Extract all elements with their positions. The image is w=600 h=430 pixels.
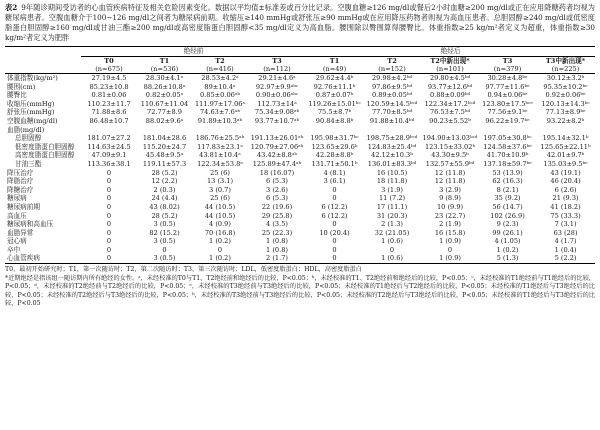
table-cell: 2 (1.9) [439,220,461,229]
column-header-name: T3 [502,56,513,65]
table-cell: 44 (10.5) [204,202,236,211]
row-label: 高血压 [7,211,27,220]
row-label: 糖尿病 [7,194,27,203]
table-cell: 86.48±10.7 [89,116,129,125]
row-label: 降压治疗 [7,168,34,177]
table-cell: 5 (2.2) [536,254,595,263]
column-header-n: (n=152) [378,64,406,73]
column-header [363,56,421,73]
table-cell: 1 (0.8) [266,237,288,246]
table-cell: 112.73±14ᵃ [257,99,297,108]
table-cell: 122.34±17.2ᵇᶜᵈ [424,99,476,108]
header-blank [5,47,81,57]
table-cell: 0 [106,237,112,246]
table-row [5,254,595,263]
table-cell: 31 (20.3) [376,211,408,220]
table-cell: 71.88±8.6 [91,108,127,117]
table-cell: 89±10.4ᵃ [204,82,236,91]
table-cell: 1 (0.2) [192,254,248,263]
table-cell: 95.35±10.2ᵇᵉ [543,82,588,91]
table-cell: 29.98±4.2ᵇᵈ [371,74,413,82]
table-cell: 1 (0.2) [496,245,519,254]
table-cell: 46 (20.4) [550,177,581,186]
table-row [5,246,595,255]
table-cell: 1 (0.9) [439,237,461,246]
table-cell: 88.02±9.6ᵃ [145,116,184,125]
table-cell: 12 (2.2) [151,177,178,186]
row-label: 总胆固醇 [15,134,42,143]
table-cell: 0.85±0.06ᵃᵇ [199,91,241,100]
table-cell: 2 (0.3) [153,185,176,194]
table-cell: 123.15±33.02ᵇ [424,142,476,151]
table-cell: 4 (0.9) [209,220,231,229]
group-header-row [5,47,595,57]
table-cell: 12 (11.8) [434,168,466,177]
table-cell: 186.76±25.5ᵃᵇ [195,134,245,143]
column-header-name: T1 [329,56,340,65]
table-cell: 42.12±10.3ᵇ [371,151,413,160]
row-label: 空腹血糖(mg/dl) [7,116,58,125]
column-header [137,56,192,73]
row-label: 体重指数(kg/m²) [7,74,58,82]
table-row [5,186,595,195]
table-cell: 0 [447,245,453,254]
table-body [5,74,595,264]
table-cell: 3 (0.5) [153,237,176,246]
column-header-name: T2 [215,56,225,65]
table-cell: 4 (1.05) [494,237,521,246]
table-cell: 120.79±27.06ᵃᵇ [250,142,304,151]
column-header [479,56,536,73]
table-cell: 0 [106,194,112,203]
table-row [5,91,595,100]
column-header-name: T3 [272,56,282,65]
table-cell: 0 [162,245,167,254]
row-label: 降脂治疗 [7,177,34,186]
table-cell: 3 (0.7) [209,185,231,194]
table-cell: 4 (8.1) [323,168,346,177]
column-header [81,56,137,73]
table-cell: 99 (26.1) [492,228,523,237]
table-cell: 29.62±4.4ᵇ [315,74,354,82]
table-cell: 72.77±8.9 [147,108,182,117]
table-cell: 77.70±8.5ᵇᵈ [371,108,413,117]
table-cell: 44 (10.5) [204,211,236,220]
table-cell: 3 (2.9) [439,185,461,194]
table-cell: 0 [106,245,112,254]
table-cell: 3 (0.5) [153,220,176,229]
table-cell: 3 (0.5) [137,254,192,263]
table-cell: 110.67±11.04 [140,99,189,108]
table-cell [137,126,192,135]
table-cell: 117.83±23.1ᵃ [197,142,243,151]
table-cell: 181.04±28.6 [142,134,187,143]
table-cell: 28.53±4.2ᵃ [201,74,239,82]
table-cell: 5 (1.3) [479,254,536,263]
table-cell: 23 (22.7) [434,211,466,220]
table-row [5,108,595,117]
table-row [5,203,595,212]
table-row [5,143,595,152]
table-cell: 28 (5.2) [151,211,178,220]
table-cell: 0.87±0.07ᵇ [315,91,354,100]
table-cell: 0.92±0.06ᵇᵉ [545,91,586,100]
row-label: 糖尿病前期 [7,202,40,211]
table-cell: 41.70±10.9ᵇ [486,151,529,160]
table-cell: 124.83±25.4ᵇᵈ [367,142,417,151]
group-header-premenopause: 绝经前 [81,47,306,57]
table-cell: 136.01±83.3ᵇᵈ [367,159,417,168]
table-cell: 22 (19.6) [261,202,293,211]
row-label: 心血管疾病 [5,254,81,263]
column-header-n: (n=101) [436,64,464,73]
table-cell: 123.65±29.6ᵇ [311,142,358,151]
table-cell: 119.26±15.01ᵇᶜ [308,99,361,108]
column-header-n: (n=416) [206,64,234,73]
column-header-name: T3中新出现* [545,56,586,65]
table-cell: 21 (9.3) [552,194,579,203]
column-header-n: (n=379) [493,64,522,73]
row-label: 血脂(mg/dl) [7,125,45,134]
table-cell: 6 (2.6) [554,185,577,194]
table-cell [81,126,137,135]
table-cell: 0 [389,245,395,254]
table-cell: 85.23±10.8 [89,82,129,91]
table-cell: 113.36±38.1 [87,159,131,168]
row-label: 腰围(cm) [7,82,36,91]
table-cell: 16 (15.8) [434,228,466,237]
row-label: 糖尿病和高血压 [7,220,54,229]
table-notes [5,266,595,309]
table-cell: 43 (8.02) [149,202,180,211]
table-cell: 77.13±8.9ᵇᵉ [545,108,586,117]
table-cell: 0.88±0.09ᵇᵈ [429,91,471,100]
data-table [5,46,595,264]
table-cell: 90.84±8.8ᵇ [315,116,354,125]
table-cell: 10 (9.9) [436,202,464,211]
table-cell: 25 (22.3) [261,228,293,237]
column-header-name: T2中新出现* [430,56,470,65]
column-header-row [5,56,595,73]
table-cell: 0.82±0.05ᵃ [145,91,184,100]
table-cell: 114.63±24.5 [87,142,131,151]
table-cell: 43 (19.1) [550,168,581,177]
table-row [5,177,595,186]
table-cell: 1 (0.2) [209,237,231,246]
table-cell: 13 (3.1) [206,177,234,186]
table-cell: 195.14±32.1ᵇ [542,134,589,143]
table-cell: 18 (11.8) [376,177,408,186]
table-cell: 194.90±13.03ᵇᶜᵈ [422,134,478,143]
table-cell: 45.48±9.5ᵃ [145,151,184,160]
table-cell: 0 [106,185,112,194]
table-cell [192,126,248,135]
table-cell: 123.80±17.5ᵇᶜᵉ [482,99,533,108]
column-header-n: (n=675) [95,64,123,73]
column-header [248,56,306,73]
table-cell: 28.30±4.1ᵃ [145,74,184,82]
table-row [5,100,595,109]
table-cell: 74.63±7.6ᵃᵇ [199,108,241,117]
table-cell: 1 (0.8) [266,245,288,254]
table-cell: 0 [217,245,223,254]
table-cell: 47.09±9.1 [91,151,127,160]
table-cell: 2 (1.3) [381,220,403,229]
table-cell: 111.97±17.06ᵃ [194,99,246,108]
table-row [5,160,595,169]
table-cell [248,126,306,135]
row-label: 血脂异常 [7,228,34,237]
table-cell: 63 (28) [553,228,578,237]
table-row [5,212,595,221]
table-cell: 10 (20.4) [319,228,350,237]
table-cell: 93.22±8.2ᵇ [546,116,585,125]
table-number: 表2 [5,3,18,12]
table-cell: 70 (16.8) [204,228,236,237]
table-cell: 75 (33.3) [550,211,581,220]
table-cell [363,126,421,135]
table-cell: 0 [106,220,112,229]
table-cell: 92.97±9.9ᵃᵇᶜ [255,82,299,91]
table-cell: 0 [106,177,112,186]
table-cell: 7 (3.1) [554,220,577,229]
table-cell: 6 (12.2) [321,211,348,220]
footnote: *近期绝经是指该组一随访期内所有绝经的女性。ᵃ，未经校准的T0与T1、T2绝经前和绝经后的比较，P<0.05；ᵇ，未经校准的T1、T2绝经前和绝经后的比较，P<0.05；ᶜ，未经校准的T1绝经前与T1绝经后的比较，P<0.05；ᵈ，未经校准的T2绝经前与T2绝经后的比较，P<0.05；ᵉ，未经校准的T3绝经前与T3绝经后的比较，P<0.05；未经校准的T1绝经后与T2绝经后的比较，P<0.05；未经校准的T1绝经后与T3绝经后的比较，P<0.05；未经校准的T2绝经后与T3绝经后的比较，P<0.05；ᵇ，未经校准的T3绝经前与T3绝经后的比较，P<0.05；未经校准的T2绝经后与T3绝经后的比较，P<0.05；未经校准的T1绝经后与T3绝经后的比较，P<0.05 [5,274,595,308]
table-cell: 0 [106,228,112,237]
table-cell: 0.81±0.06 [91,91,127,100]
table-cell: 75.34±9.08ᵃᵇ [254,108,300,117]
table-cell: 8 (2.1) [496,185,519,194]
table-cell: 11 (7.2) [378,194,406,203]
table-cell: 75.5±8.7ᵇ [317,108,352,117]
table-cell: 4 (3.5) [266,220,288,229]
table-cell [306,126,363,135]
table-cell: 2 (1.7) [248,254,306,263]
table-cell: 191.13±26.01ᵃᵇ [250,134,304,143]
row-label: 收缩压(mmHg) [7,99,55,108]
table-row [5,126,595,135]
table-cell: 0 [332,237,337,246]
table-row [5,169,595,178]
column-header-n: (n=112) [263,64,291,73]
table-cell: 17 (11.1) [376,202,408,211]
table-cell: 42.01±9.7ᵇ [546,151,585,160]
table-cell: 122.34±53.8ᵃ [197,159,243,168]
table-cell: 1 (0.6) [381,237,403,246]
table-cell: 181.07±27.2 [87,134,131,143]
table-cell: 198.75±28.9ᵇᶜᵈ [366,134,418,143]
table-cell: 93.77±12.6ᵇᵈ [427,82,473,91]
table-cell: 0.90±0.06ᵃᵇᶜ [255,91,299,100]
table-cell: 197.05±30.8ᵇᶜ [483,134,532,143]
row-label: 腰臀比 [7,91,27,100]
table-cell: 92.76±11.1ᵇ [313,82,356,91]
table-cell: 6 (5.3) [266,177,288,186]
table-cell: 88.26±10.8ᵃ [143,82,186,91]
table-row [5,151,595,160]
table-cell: 28 (5.2) [151,168,178,177]
column-header-name: T0 [104,56,114,65]
table-cell: 131.71±50.1ᵇ [311,159,358,168]
table-cell: 30.12±3.2ᵇ [546,74,585,82]
table-row [5,134,595,143]
table-cell: 3 (2.6) [266,185,288,194]
table-cell: 137.18±59.7ᵇᵉ [483,159,532,168]
table-cell: 29 (25.8) [261,211,293,220]
table-cell: 42.28±8.8ᵇ [315,151,354,160]
table-cell: 96.22±19.7ᵇᵉ [485,116,530,125]
table-cell: 0 [332,245,337,254]
column-header-name: T1 [159,56,170,65]
table-cell: 9 (8.9) [439,194,461,203]
table-cell: 3 (6.1) [323,177,346,186]
caption-text: 9年随诊期间受访者的心血管疾病特征及相关危险因素变化。数据以平均值±标准差或百分比记录。空腹血糖≥126 mg/dl或餐后2小时血糖≥200 mg/dl或正在应用降糖药者均视为糖尿病患者。空腹血糖介于100~126 mg/dl之间者为糖尿病前期。收缩压≥140 mmHg或舒张压≥90 mmHg或在应用降压药物者则视为高血压患者。总胆固醇≥240 mg/dl或低密度脂蛋白胆固醇≥160 mg/dl或甘油三酯≥200 mg/dl或高密度脂蛋白胆固醇<35 mg/dl定义为高血脂。腰围除以臀围算得腰臀比。体重指数≥25 kg/m²者定义为超重，体重指数≥30 kg/m²者定义为肥胖 [5,3,595,42]
table-cell: 97.86±9.5ᵇᵈ [371,82,413,91]
table-cell: 1 (0.6) [363,254,421,263]
table-cell: 115.20±24.7 [142,142,187,151]
group-header-postmenopause: 绝经后 [306,47,595,57]
table-row [5,220,595,229]
table-cell: 0 [332,194,337,203]
table-cell: 135.03±9.5ᵇᵉ [543,159,588,168]
table-row [5,194,595,203]
table-row [5,237,595,246]
table-cell: 1 (0.9) [421,254,479,263]
column-header [536,56,595,73]
table-cell: 0.89±0.05ᵇᵈ [371,91,413,100]
table-cell: 91.89±10.3ᵃᵇ [197,116,243,125]
table-cell: 82 (15.2) [149,228,180,237]
table-cell: 43.30±9.5ᵇ [431,151,469,160]
table-cell: 120.13±14.3ᵇᶜ [541,99,590,108]
table-cell: 0 [81,254,137,263]
table-cell: 29.21±4.6ᵃ [258,74,296,82]
row-label: 低密度脂蛋白胆固醇 [15,142,75,151]
table-cell: 3 (1.9) [381,185,403,194]
row-label: 高密度脂蛋白胆固醇 [15,151,75,160]
table-cell: 110.23±11.7 [87,99,131,108]
table-cell: 4 (1.7) [554,237,577,246]
table-cell: 29.80±4.5ᵇᵈ [429,74,471,82]
table-cell: 62 (16.3) [492,177,523,186]
table-row [5,83,595,92]
column-header [306,56,363,73]
table-cell: 27.19±4.5 [91,74,127,82]
table-cell: 76.53±7.5ᵇᵈ [429,108,471,117]
table-cell: 1 (0.4) [554,245,577,254]
table-cell: 30.28±4.8ᵇᵉ [487,74,528,82]
table-cell: 9 (2.3) [496,220,519,229]
table-cell: 90.23±5.52ᵇ [429,116,471,125]
table-caption [5,3,595,43]
row-label: 甘油三酯 [15,159,42,168]
table-cell: 102 (26.9) [490,211,525,220]
table-cell: 6 (12.2) [321,202,348,211]
column-header-n: (n=49) [322,64,347,73]
table-cell: 0 [332,185,337,194]
table-cell: 120.59±14.5ᵇᶜᵈ [366,99,418,108]
table-cell: 0 [106,168,112,177]
table-cell: 119.11±57.3 [142,159,187,168]
table-cell: 43.81±10.4ᵃ [199,151,241,160]
column-header [192,56,248,73]
table-cell [479,126,536,135]
table-cell: 97.77±11.6ᵇᵉ [485,82,530,91]
table-cell: 93.77±10.7ᵃᵇ [254,116,300,125]
table-row [5,74,595,83]
row-label: 卒中 [7,245,21,254]
table-cell: 0 [306,254,363,263]
footnote: T0，最初开始研究时；T1，第一次随访时；T2，第二次随访时；T3，第三次随访时；LDL，低密度脂蛋白；HDL，高密度脂蛋白 [5,266,362,274]
table-cell: 0 [106,211,112,220]
table-cell: 0 [332,220,337,229]
row-label: 降糖治疗 [7,185,34,194]
row-label: 舒张压(mmHg) [7,108,55,117]
table-cell: 6 (5.3) [266,194,288,203]
column-header-n: (n=536) [150,64,179,73]
table-row [5,117,595,126]
table-cell: 77.56±9.1ᵇᵉ [487,108,528,117]
column-header-n: (n=225) [551,64,580,73]
column-header-name: T2 [387,56,397,65]
table-cell: 195.98±31.7ᵇᶜ [310,134,359,143]
table-cell: 24 (4.4) [151,194,178,203]
table-cell: 132.57±55.9ᵇᵈ [425,159,475,168]
table-cell: 25 (6) [210,168,230,177]
table-cell: 35 (9.2) [494,194,521,203]
table-cell [421,126,479,135]
table-cell: 124.58±37.6ᵇᵉ [483,142,532,151]
table-cell: 32 (21.05) [374,228,410,237]
header-blank [5,56,81,73]
table-cell: 41 (18.2) [550,202,581,211]
table-cell: 16 (10.5) [376,168,408,177]
table-cell: 125.89±47.4ᵃᵇ [252,159,302,168]
table-cell: 56 (14.7) [492,202,523,211]
table-cell: 0.94±0.06ᵇᵉ [487,91,528,100]
table-cell [536,126,595,135]
table-cell: 12 (11.8) [434,177,466,186]
table-cell: 43.42±8.8ᵃᵇ [256,151,298,160]
column-header [421,56,479,73]
table-cell: 18 (16.07) [259,168,295,177]
table-cell: 125.65±22.11ᵇ [540,142,591,151]
table-cell: 91.88±10.4ᵇᵈ [369,116,415,125]
row-label: 冠心病 [7,237,27,246]
table-cell: 25 (6) [210,194,230,203]
table-cell: 53 (13.9) [492,168,523,177]
table-cell: 0 [106,202,112,211]
table-row [5,229,595,238]
